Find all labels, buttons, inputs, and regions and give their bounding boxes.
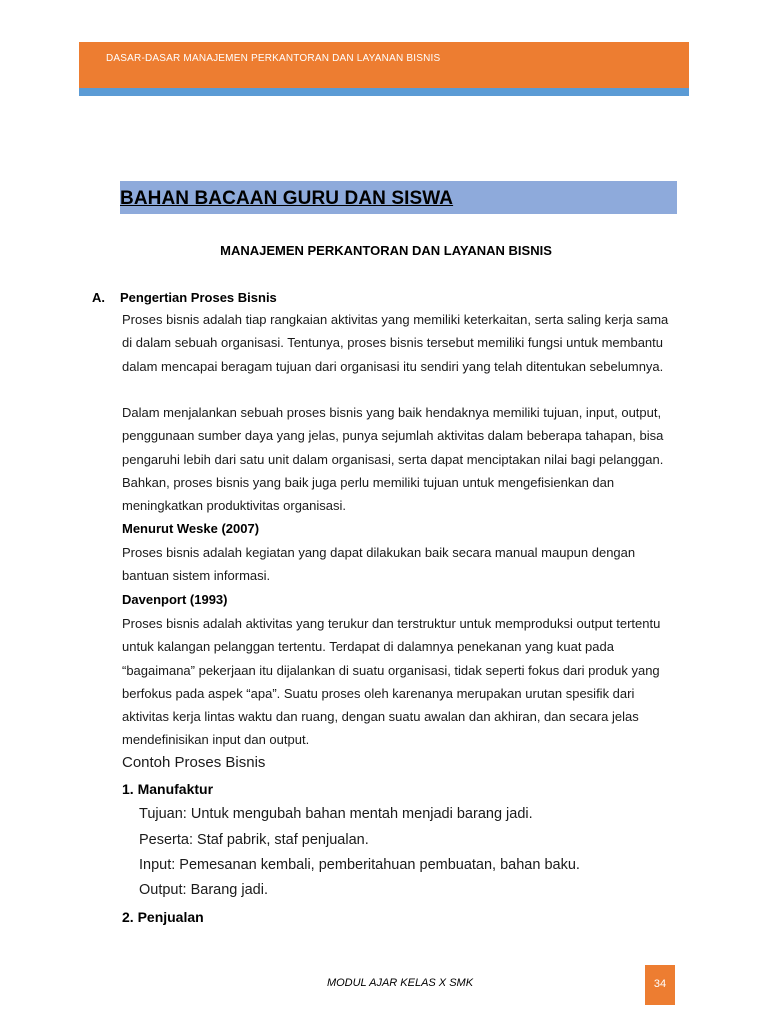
page-number: 34: [653, 978, 667, 990]
page-subtitle: MANAJEMEN PERKANTORAN DAN LAYANAN BISNIS: [220, 243, 552, 258]
header-stripe: [79, 88, 689, 96]
section-banner: [120, 181, 677, 214]
banner-title: BAHAN BACAAN GURU DAN SISWA: [120, 188, 454, 209]
davenport-heading: Davenport (1993): [122, 592, 228, 607]
example-1-title: 1. Manufaktur: [122, 781, 214, 797]
footer-module-label: MODUL AJAR KELAS X SMK: [326, 977, 474, 989]
page-number-box: [645, 965, 675, 1005]
example-1-tujuan: Tujuan: Untuk mengubah bahan mentah menjadi barang jadi.: [139, 806, 533, 822]
header-bar: [79, 42, 689, 88]
weske-paragraph: Proses bisnis adalah kegiatan yang dapat dilakukan baik secara manual maupun dengan bantuan sistem informasi.: [122, 545, 636, 584]
example-2-title: 2. Penjualan: [122, 909, 204, 925]
example-1-peserta: Peserta: Staf pabrik, staf penjualan.: [139, 832, 369, 848]
davenport-paragraph: Proses bisnis adalah aktivitas yang terukur dan terstruktur untuk memproduksi output tertentu untuk kalangan pelanggan tertentu. Terdapat di dalamnya penekanan yang kuat pada “bagaimana” pekerjaan itu dijalankan di suatu organisasi, tidak seperti fokus dari produk yang berfokus pada aspek “apa”. Suatu proses oleh karenanya merupakan urutan spesifik dari aktivitas kerja lintas waktu dan ruang, dengan suatu awalan dan akhiran, dan secara jelas mendefinisikan input dan output.: [122, 616, 661, 748]
example-1-output: Output: Barang jadi.: [139, 882, 268, 898]
weske-heading: Menurut Weske (2007): [122, 521, 260, 536]
paragraph-criteria: Dalam menjalankan sebuah proses bisnis yang baik hendaknya memiliki tujuan, input, output, penggunaan sumber daya yang jelas, punya sejumlah aktivitas dalam beberapa tahapan, bisa pengaruhi lebih dari satu unit dalam organisasi, serta dapat menciptakan nilai bagi pelanggan. Bahkan, proses bisnis yang baik juga perlu memiliki tujuan untuk mengefisienkan dan meningkatkan produktivitas organisasi.: [122, 405, 664, 514]
header-title: DASAR-DASAR MANAJEMEN PERKANTORAN DAN LAYANAN BISNIS: [106, 53, 441, 64]
section-title: Pengertian Proses Bisnis: [120, 290, 277, 305]
section-heading-a: [92, 290, 277, 305]
paragraph-definition: Proses bisnis adalah tiap rangkaian aktivitas yang memiliki keterkaitan, serta saling kerja sama di dalam sebuah organisasi. Tentunya, proses bisnis tersebut memiliki fungsi untuk membantu dalam mencapai beragam tujuan dari organisasi itu sendiri yang telah ditentukan sebelumnya.: [122, 312, 669, 374]
example-1-input: Input: Pemesanan kembali, pemberitahuan pembuatan, bahan baku.: [139, 857, 580, 873]
examples-title: Contoh Proses Bisnis: [122, 754, 266, 771]
section-letter: A.: [92, 290, 105, 305]
